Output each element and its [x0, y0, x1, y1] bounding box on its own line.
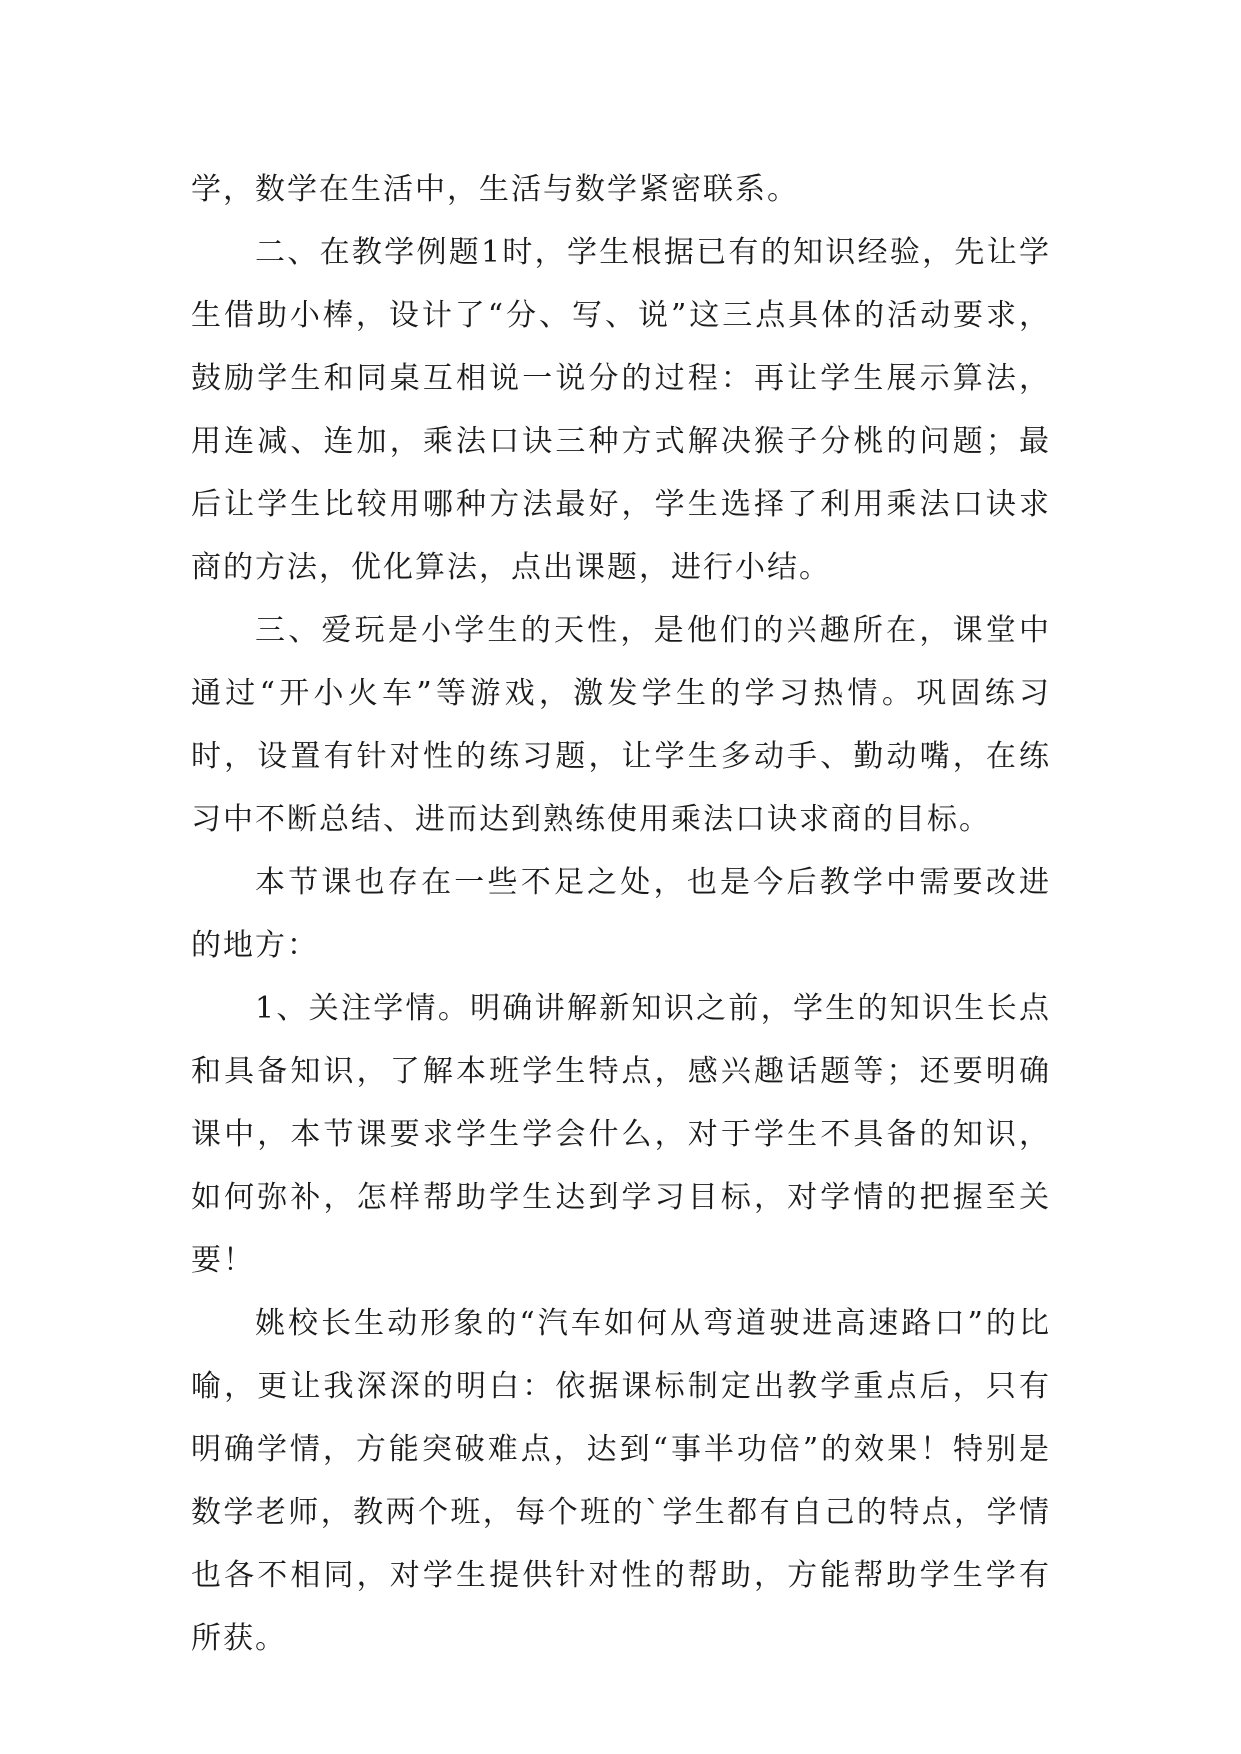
- paragraph-point-one: 1、关注学情。明确讲解新知识之前，学生的知识生长点和具备知识，了解本班学生特点，感兴趣话题等；还要明确课中，本节课要求学生学会什么，对于学生不具备的知识，如何弥补，怎样帮助学生达到学习目标，对学情的把握至关要！: [191, 991, 1051, 1278]
- paragraph-section-three: 三、爱玩是小学生的天性，是他们的兴趣所在，课堂中通过“开小火车”等游戏，激发学生的学习热情。巩固练习时，设置有针对性的练习题，让学生多动手、勤动嘴，在练习中不断总结、进而达到熟练使用乘法口诀求商的目标。: [191, 613, 1051, 837]
- paragraph-principal-metaphor: 姚校长生动形象的“汽车如何从弯道驶进高速路口”的比喻，更让我深深的明白：依据课标制定出教学重点后，只有明确学情，方能突破难点，达到“事半功倍”的效果！特别是数学老师，教两个班，每个班的`学生都有自己的特点，学情也各不相同，对学生提供针对性的帮助，方能帮助学生学有所获。: [191, 1306, 1051, 1656]
- paragraph-section-two: 二、在教学例题1时，学生根据已有的知识经验，先让学生借助小棒，设计了“分、写、说”这三点具体的活动要求，鼓励学生和同桌互相说一说分的过程：再让学生展示算法，用连减、连加，乘法口诀三种方式解决猴子分桃的问题；最后让学生比较用哪种方法最好，学生选择了利用乘法口诀求商的方法，优化算法，点出课题，进行小结。: [191, 235, 1051, 585]
- document-body: [191, 158, 1051, 1670]
- paragraph-shortcomings-intro: 本节课也存在一些不足之处，也是今后教学中需要改进的地方：: [191, 865, 1051, 963]
- paragraph-continuation: 学，数学在生活中，生活与数学紧密联系。: [191, 172, 799, 207]
